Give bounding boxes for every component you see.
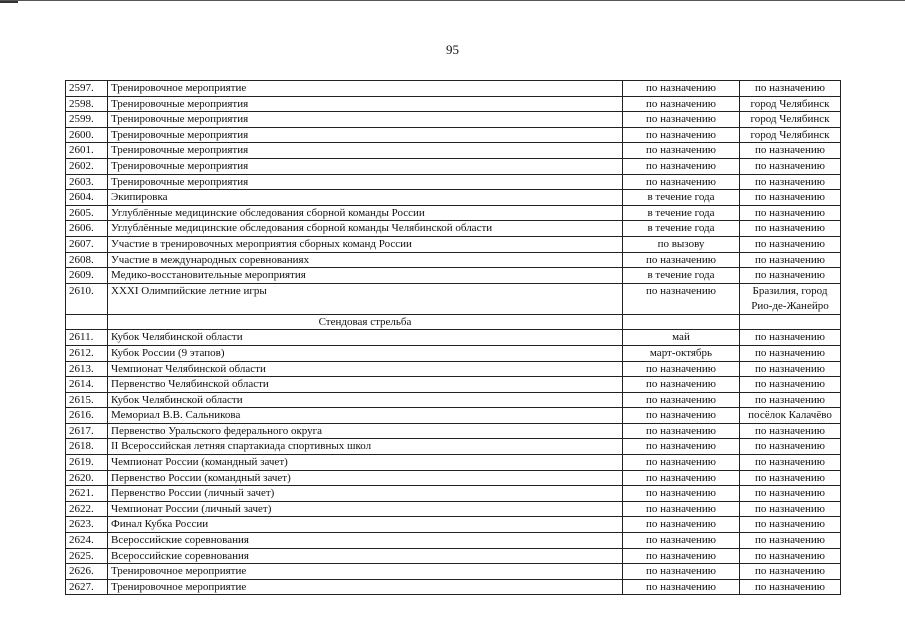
row-date: по назначению bbox=[623, 127, 740, 143]
row-place: по назначению bbox=[740, 377, 841, 393]
table-row bbox=[66, 221, 841, 237]
row-date: по назначению bbox=[623, 143, 740, 159]
row-place: по назначению bbox=[740, 236, 841, 252]
table-row bbox=[66, 486, 841, 502]
table-row bbox=[66, 377, 841, 393]
row-event-name: Тренировочные мероприятия bbox=[108, 158, 623, 174]
scan-corner-mark bbox=[0, 1, 18, 11]
row-place: по назначению bbox=[740, 501, 841, 517]
section-title: Стендовая стрельба bbox=[108, 314, 623, 330]
row-place: город Челябинск bbox=[740, 96, 841, 112]
row-event-name: Медико-восстановительные мероприятия bbox=[108, 268, 623, 284]
row-date: в течение года bbox=[623, 221, 740, 237]
row-place: по назначению bbox=[740, 252, 841, 268]
table-row bbox=[66, 236, 841, 252]
row-place: по назначению bbox=[740, 548, 841, 564]
row-place: по назначению bbox=[740, 564, 841, 580]
row-number: 2600. bbox=[66, 127, 108, 143]
table-row bbox=[66, 268, 841, 284]
events-block-olympic bbox=[66, 283, 841, 330]
row-number: 2622. bbox=[66, 501, 108, 517]
row-number: 2620. bbox=[66, 470, 108, 486]
row-event-name: Тренировочное мероприятие bbox=[108, 564, 623, 580]
row-date: по назначению bbox=[623, 517, 740, 533]
row-place: по назначению bbox=[740, 361, 841, 377]
scan-top-border bbox=[0, 0, 905, 7]
table-row bbox=[66, 96, 841, 112]
table-row bbox=[66, 579, 841, 595]
row-place: по назначению bbox=[740, 174, 841, 190]
row-place: по назначению bbox=[740, 221, 841, 237]
table-row bbox=[66, 564, 841, 580]
row-event-name: Всероссийские соревнования bbox=[108, 548, 623, 564]
row-number: 2624. bbox=[66, 533, 108, 549]
page-number: 95 bbox=[446, 42, 459, 57]
row-number: 2611. bbox=[66, 330, 108, 346]
row-event-name: Первенство России (личный зачет) bbox=[108, 486, 623, 502]
row-number: 2623. bbox=[66, 517, 108, 533]
row-place: по назначению bbox=[740, 392, 841, 408]
row-place: по назначению bbox=[740, 190, 841, 206]
table-row bbox=[66, 330, 841, 346]
row-event-name: Чемпионат Челябинской области bbox=[108, 361, 623, 377]
row-place: по назначению bbox=[740, 205, 841, 221]
row-event-name: Первенство Уральского федерального округа bbox=[108, 423, 623, 439]
row-event-name: Тренировочные мероприятия bbox=[108, 96, 623, 112]
row-date: по назначению bbox=[623, 486, 740, 502]
row-number: 2610. bbox=[66, 283, 108, 314]
row-event-name: Кубок России (9 этапов) bbox=[108, 345, 623, 361]
row-number: 2606. bbox=[66, 221, 108, 237]
row-event-name: Чемпионат России (личный зачет) bbox=[108, 501, 623, 517]
row-place: Бразилия, город Рио-де-Жанейро bbox=[740, 283, 841, 314]
row-event-name: Финал Кубка России bbox=[108, 517, 623, 533]
row-place: по назначению bbox=[740, 439, 841, 455]
row-place: по назначению bbox=[740, 81, 841, 97]
row-place: посёлок Калачёво bbox=[740, 408, 841, 424]
row-number: 2604. bbox=[66, 190, 108, 206]
row-date: по назначению bbox=[623, 96, 740, 112]
table-row bbox=[66, 174, 841, 190]
row-number: 2618. bbox=[66, 439, 108, 455]
row-place: город Челябинск bbox=[740, 127, 841, 143]
row-number: 2598. bbox=[66, 96, 108, 112]
row-number: 2625. bbox=[66, 548, 108, 564]
row-place: по назначению bbox=[740, 330, 841, 346]
row-number: 2607. bbox=[66, 236, 108, 252]
row-date: по назначению bbox=[623, 470, 740, 486]
table-row bbox=[66, 501, 841, 517]
row-date: по назначению bbox=[623, 408, 740, 424]
row-place: по назначению bbox=[740, 423, 841, 439]
row-event-name: Кубок Челябинской области bbox=[108, 392, 623, 408]
row-event-name: Экипировка bbox=[108, 190, 623, 206]
row-place: по назначению bbox=[740, 517, 841, 533]
row-event-name: Кубок Челябинской области bbox=[108, 330, 623, 346]
row-place: по назначению bbox=[740, 486, 841, 502]
section-num-cell bbox=[66, 314, 108, 330]
row-date: март-октябрь bbox=[623, 345, 740, 361]
row-place: по назначению bbox=[740, 268, 841, 284]
row-event-name: Тренировочное мероприятие bbox=[108, 81, 623, 97]
table-row bbox=[66, 517, 841, 533]
row-place: по назначению bbox=[740, 470, 841, 486]
row-date: по назначению bbox=[623, 377, 740, 393]
row-event-name: Участие в международных соревнованиях bbox=[108, 252, 623, 268]
row-date: по вызову bbox=[623, 236, 740, 252]
table-row bbox=[66, 81, 841, 97]
table-row bbox=[66, 345, 841, 361]
row-event-name: Тренировочные мероприятия bbox=[108, 174, 623, 190]
table-row bbox=[66, 283, 841, 314]
table-row bbox=[66, 470, 841, 486]
row-event-name: XXXI Олимпийские летние игры bbox=[108, 283, 623, 314]
row-number: 2609. bbox=[66, 268, 108, 284]
row-date: в течение года bbox=[623, 190, 740, 206]
row-date: в течение года bbox=[623, 205, 740, 221]
row-event-name: Всероссийские соревнования bbox=[108, 533, 623, 549]
table-row bbox=[66, 548, 841, 564]
row-place: по назначению bbox=[740, 158, 841, 174]
row-event-name: Тренировочные мероприятия bbox=[108, 143, 623, 159]
row-date: по назначению bbox=[623, 548, 740, 564]
table-row bbox=[66, 158, 841, 174]
row-number: 2626. bbox=[66, 564, 108, 580]
table-row bbox=[66, 439, 841, 455]
row-date: по назначению bbox=[623, 252, 740, 268]
table-row bbox=[66, 252, 841, 268]
row-number: 2599. bbox=[66, 112, 108, 128]
row-date: в течение года bbox=[623, 268, 740, 284]
row-date: по назначению bbox=[623, 174, 740, 190]
row-place: по назначению bbox=[740, 455, 841, 471]
table-row bbox=[66, 408, 841, 424]
row-place: по назначению bbox=[740, 533, 841, 549]
row-date: по назначению bbox=[623, 579, 740, 595]
row-date: по назначению bbox=[623, 455, 740, 471]
row-date: по назначению bbox=[623, 361, 740, 377]
row-event-name: Тренировочное мероприятие bbox=[108, 579, 623, 595]
table-row bbox=[66, 533, 841, 549]
row-date: по назначению bbox=[623, 423, 740, 439]
row-number: 2603. bbox=[66, 174, 108, 190]
row-event-name: II Всероссийская летняя спартакиада спортивных школ bbox=[108, 439, 623, 455]
table-row bbox=[66, 190, 841, 206]
row-date: по назначению bbox=[623, 81, 740, 97]
row-number: 2627. bbox=[66, 579, 108, 595]
row-number: 2612. bbox=[66, 345, 108, 361]
table-row bbox=[66, 423, 841, 439]
section-place-cell bbox=[740, 314, 841, 330]
row-number: 2619. bbox=[66, 455, 108, 471]
row-event-name: Участие в тренировочных мероприятия сборных команд России bbox=[108, 236, 623, 252]
events-block-a bbox=[66, 81, 841, 284]
row-event-name: Первенство России (командный зачет) bbox=[108, 470, 623, 486]
row-event-name: Тренировочные мероприятия bbox=[108, 127, 623, 143]
row-number: 2621. bbox=[66, 486, 108, 502]
row-number: 2616. bbox=[66, 408, 108, 424]
row-date: по назначению bbox=[623, 158, 740, 174]
table-row bbox=[66, 112, 841, 128]
events-table bbox=[65, 80, 841, 595]
row-event-name: Углублённые медицинские обследования сборной команды Челябинской области bbox=[108, 221, 623, 237]
table-row bbox=[66, 143, 841, 159]
table-row bbox=[66, 361, 841, 377]
row-date: по назначению bbox=[623, 533, 740, 549]
row-event-name: Углублённые медицинские обследования сборной команды России bbox=[108, 205, 623, 221]
row-date: по назначению bbox=[623, 392, 740, 408]
row-date: по назначению bbox=[623, 564, 740, 580]
row-place: по назначению bbox=[740, 143, 841, 159]
row-date: май bbox=[623, 330, 740, 346]
row-place: город Челябинск bbox=[740, 112, 841, 128]
row-event-name: Чемпионат России (командный зачет) bbox=[108, 455, 623, 471]
row-event-name: Первенство Челябинской области bbox=[108, 377, 623, 393]
table-row bbox=[66, 127, 841, 143]
row-number: 2614. bbox=[66, 377, 108, 393]
row-number: 2597. bbox=[66, 81, 108, 97]
row-event-name: Тренировочные мероприятия bbox=[108, 112, 623, 128]
row-number: 2613. bbox=[66, 361, 108, 377]
row-date: по назначению bbox=[623, 112, 740, 128]
table-row bbox=[66, 392, 841, 408]
row-date: по назначению bbox=[623, 283, 740, 314]
row-number: 2608. bbox=[66, 252, 108, 268]
row-number: 2615. bbox=[66, 392, 108, 408]
row-place: по назначению bbox=[740, 345, 841, 361]
events-block-b bbox=[66, 330, 841, 595]
section-header-row bbox=[66, 314, 841, 330]
row-number: 2605. bbox=[66, 205, 108, 221]
row-place: по назначению bbox=[740, 579, 841, 595]
row-number: 2617. bbox=[66, 423, 108, 439]
row-event-name: Мемориал В.В. Сальникова bbox=[108, 408, 623, 424]
table-row bbox=[66, 205, 841, 221]
section-date-cell bbox=[623, 314, 740, 330]
row-number: 2602. bbox=[66, 158, 108, 174]
row-number: 2601. bbox=[66, 143, 108, 159]
row-date: по назначению bbox=[623, 501, 740, 517]
row-date: по назначению bbox=[623, 439, 740, 455]
table-row bbox=[66, 455, 841, 471]
